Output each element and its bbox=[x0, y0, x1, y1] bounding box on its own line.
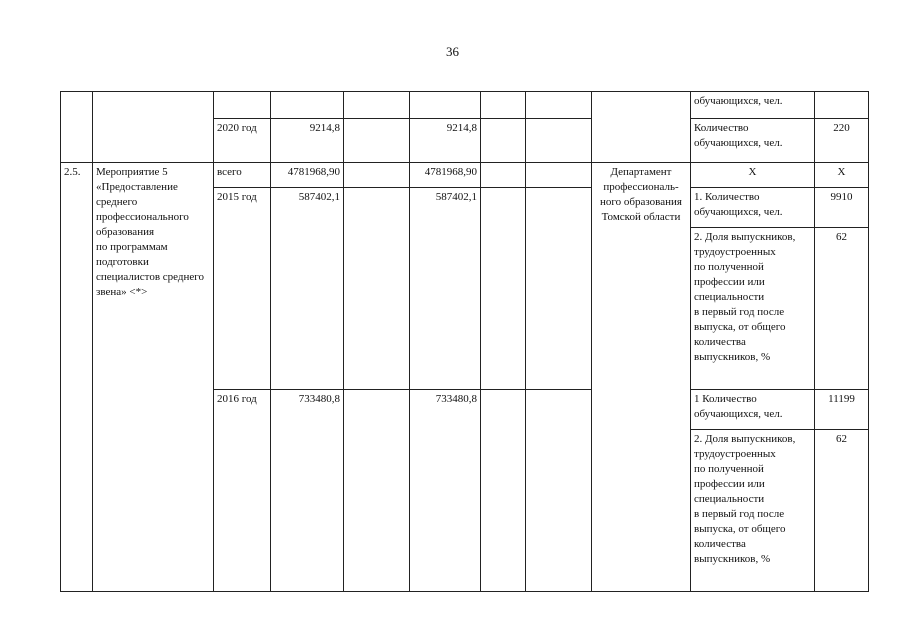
page-number: 36 bbox=[446, 44, 459, 59]
title-cell-empty bbox=[93, 92, 214, 163]
total-cell: 9214,8 bbox=[271, 119, 344, 163]
federal-cell bbox=[344, 119, 410, 163]
other-cell bbox=[526, 390, 592, 592]
executor-cell: Департамент профессиональ- ного образования Томской области bbox=[592, 163, 691, 592]
year-cell: 2015 год bbox=[214, 188, 271, 390]
year-cell: 2016 год bbox=[214, 390, 271, 592]
federal-cell bbox=[344, 163, 410, 188]
local-cell bbox=[481, 163, 526, 188]
value-cell: 220 bbox=[815, 119, 869, 163]
value-cell: 11199 bbox=[815, 390, 869, 430]
local-cell bbox=[481, 188, 526, 390]
year-cell: всего bbox=[214, 163, 271, 188]
table-row bbox=[61, 92, 869, 119]
local-cell bbox=[481, 119, 526, 163]
year-cell-empty bbox=[214, 92, 271, 119]
value-cell-empty bbox=[815, 92, 869, 119]
number-cell-empty bbox=[61, 92, 93, 163]
regional-cell: 733480,8 bbox=[410, 390, 481, 592]
measure-title: Мероприятие 5 «Предоставление среднего профессионального образования по программам подготовки специалистов среднего звена» <*> bbox=[93, 163, 214, 592]
indicator-cell: X bbox=[691, 163, 815, 188]
total-cell: 4781968,90 bbox=[271, 163, 344, 188]
federal-cell bbox=[344, 188, 410, 390]
value-cell: 62 bbox=[815, 228, 869, 390]
value-cell: 9910 bbox=[815, 188, 869, 228]
value-cell: X bbox=[815, 163, 869, 188]
indicator-cell: обучающихся, чел. bbox=[691, 92, 815, 119]
local-cell-empty bbox=[481, 92, 526, 119]
other-cell-empty bbox=[526, 92, 592, 119]
other-cell bbox=[526, 119, 592, 163]
regional-cell: 587402,1 bbox=[410, 188, 481, 390]
other-cell bbox=[526, 163, 592, 188]
table-row bbox=[61, 163, 869, 188]
total-cell-empty bbox=[271, 92, 344, 119]
federal-cell bbox=[344, 390, 410, 592]
indicator-cell: 1 Количество обучающихся, чел. bbox=[691, 390, 815, 430]
indicator-cell: 2. Доля выпускников, трудоустроенных по полученной профессии или специальности в первый год после выпуска, от общего количества выпускников, % bbox=[691, 228, 815, 390]
measure-number: 2.5. bbox=[61, 163, 93, 592]
total-cell: 587402,1 bbox=[271, 188, 344, 390]
regional-cell: 4781968,90 bbox=[410, 163, 481, 188]
indicator-cell: Количество обучающихся, чел. bbox=[691, 119, 815, 163]
total-cell: 733480,8 bbox=[271, 390, 344, 592]
local-cell bbox=[481, 390, 526, 592]
regional-cell: 9214,8 bbox=[410, 119, 481, 163]
program-table bbox=[60, 91, 869, 592]
executor-cell-empty bbox=[592, 92, 691, 163]
federal-cell-empty bbox=[344, 92, 410, 119]
indicator-cell: 1. Количество обучающихся, чел. bbox=[691, 188, 815, 228]
other-cell bbox=[526, 188, 592, 390]
value-cell: 62 bbox=[815, 430, 869, 592]
indicator-cell: 2. Доля выпускников, трудоустроенных по полученной профессии или специальности в первый год после выпуска, от общего количества выпускников, % bbox=[691, 430, 815, 592]
regional-cell-empty bbox=[410, 92, 481, 119]
year-cell: 2020 год bbox=[214, 119, 271, 163]
